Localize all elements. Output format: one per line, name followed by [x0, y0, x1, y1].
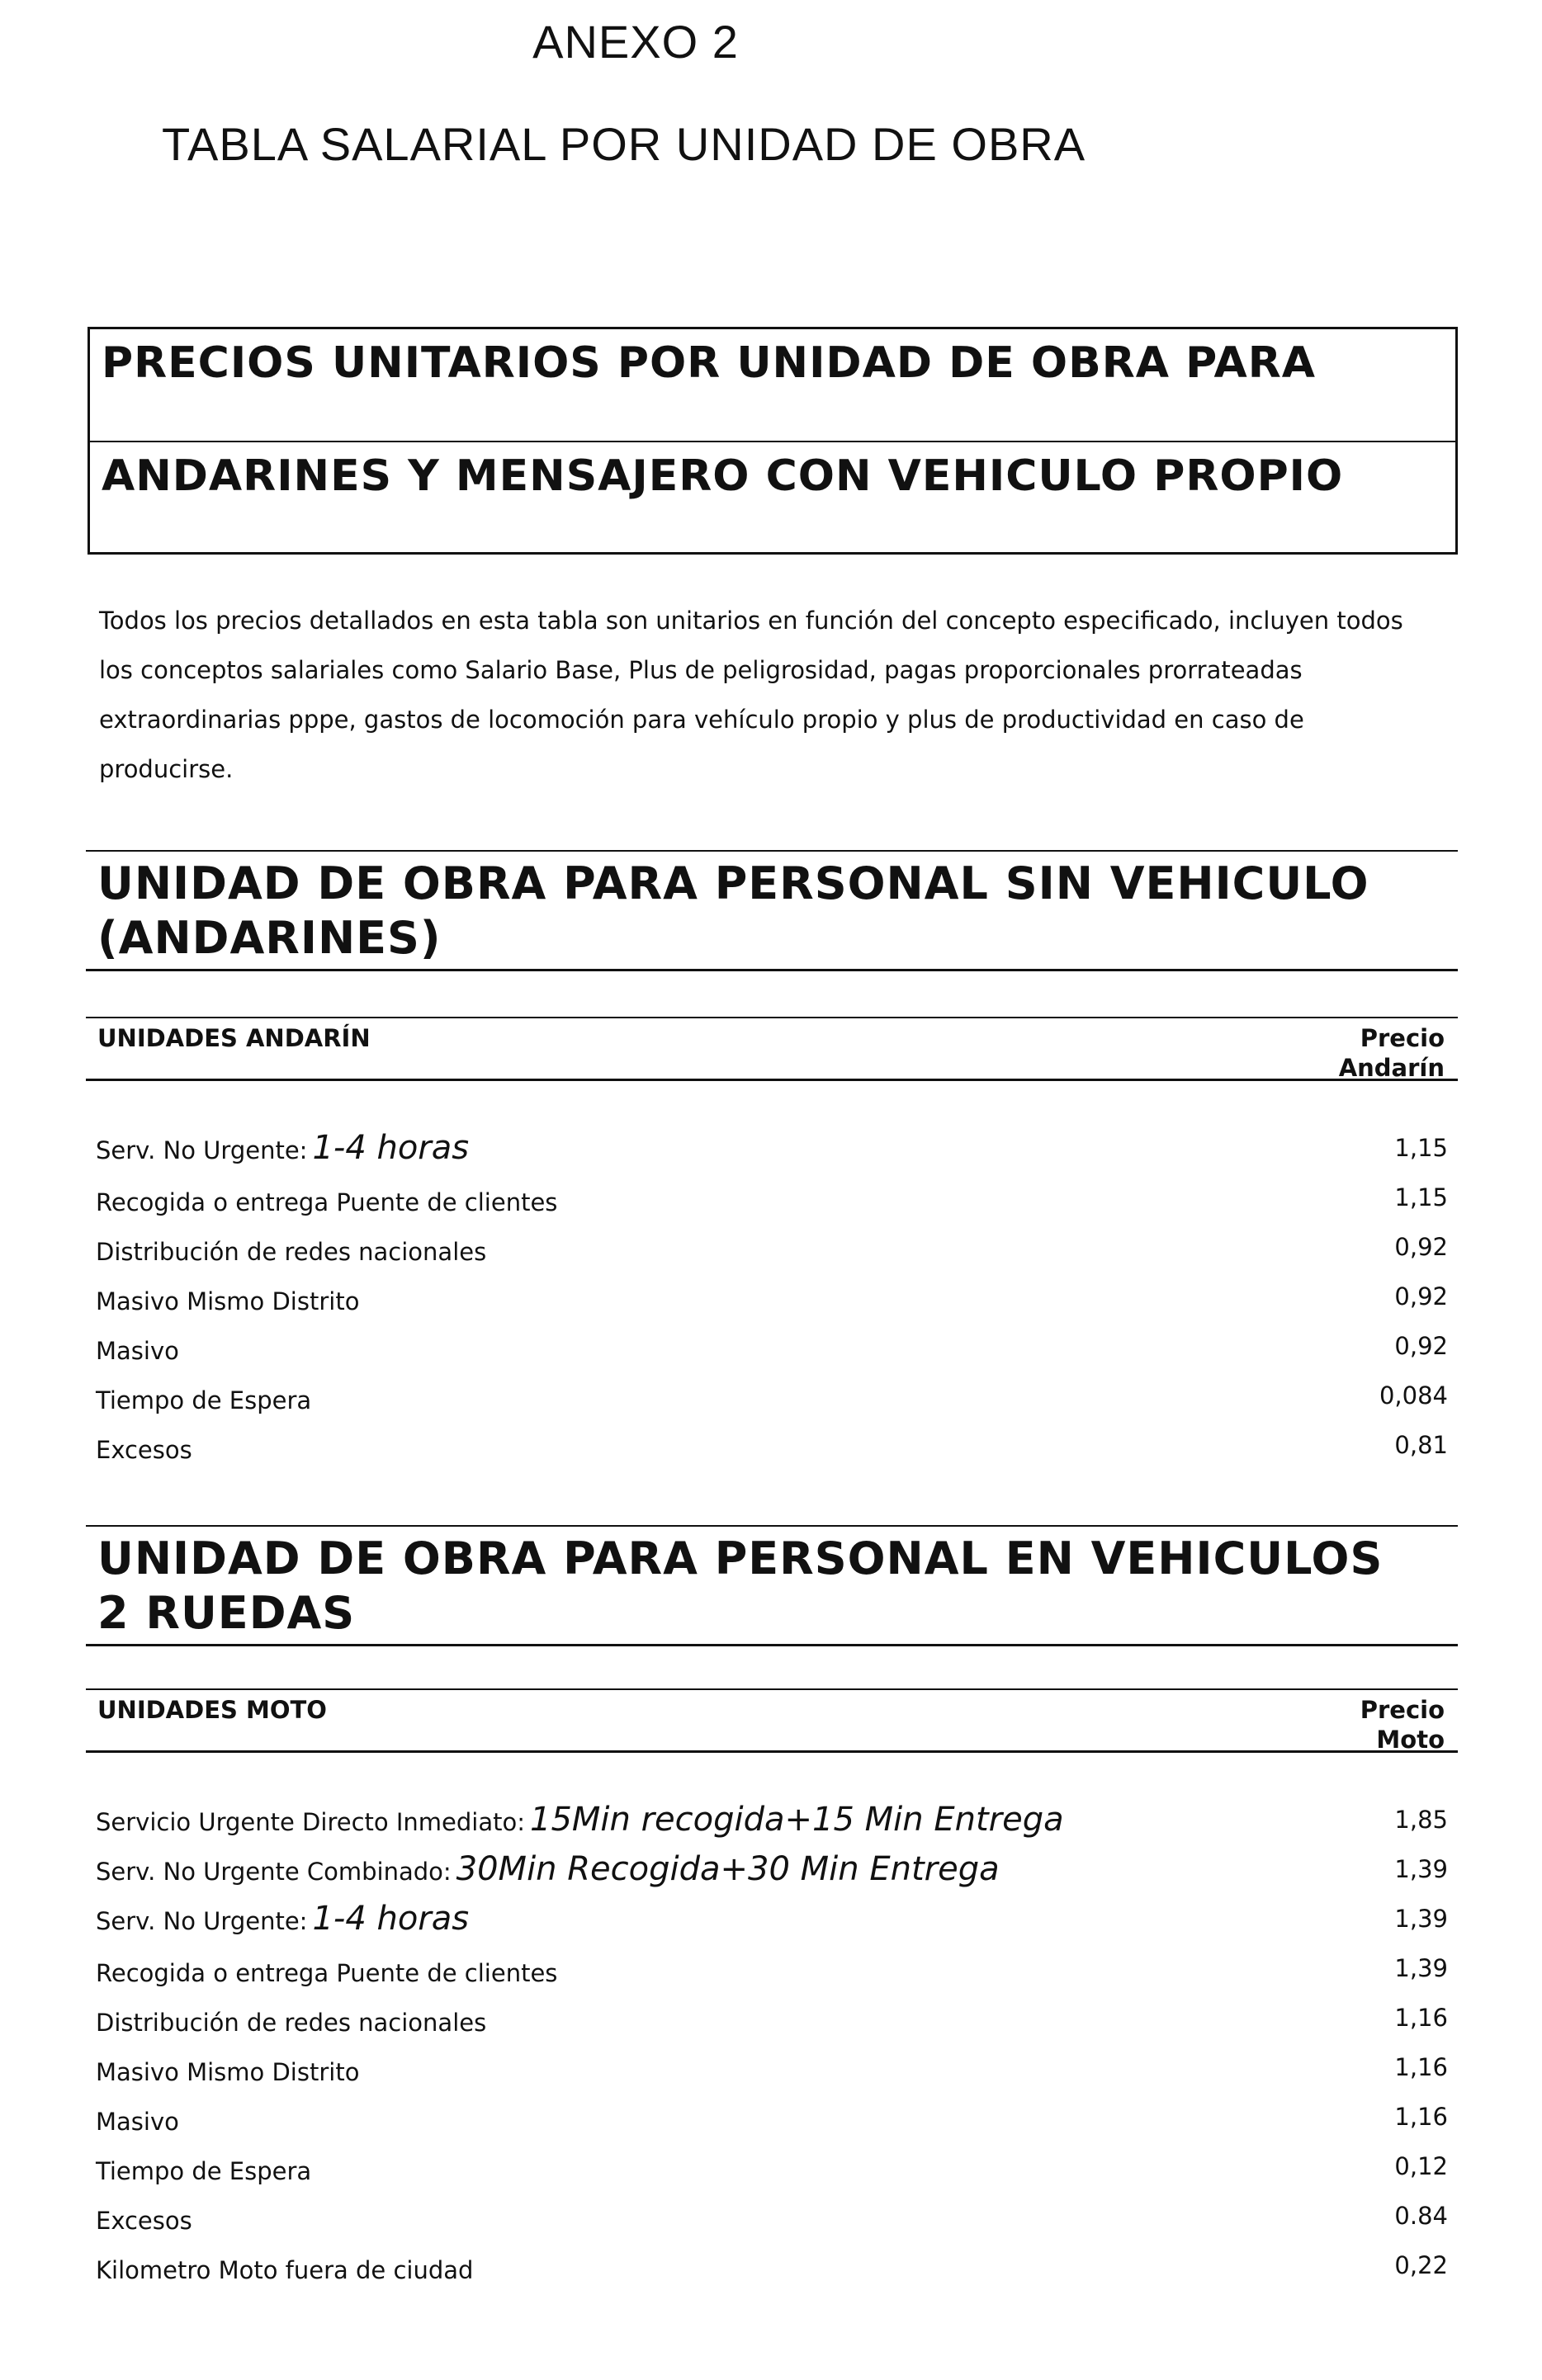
section-heading-two-wheels: UNIDAD DE OBRA PARA PERSONAL EN VEHICULOS 2 RUEDAS: [86, 1525, 1458, 1646]
row-price: 0,92: [1394, 1282, 1448, 1310]
table-row: [86, 1173, 1448, 1223]
row-label: Kilometro Moto fuera de ciudad: [96, 2256, 474, 2284]
box-line-1: PRECIOS UNITARIOS POR UNIDAD DE OBRA PARA: [90, 329, 1455, 442]
row-label: Masivo Mismo Distrito: [96, 1287, 360, 1315]
table-row: [86, 2192, 1448, 2241]
row-label: Recogida o entrega Puente de clientes: [96, 1188, 558, 1216]
row-price: 1,39: [1394, 1954, 1448, 1982]
row-label: Distribución de redes nacionales: [96, 2009, 487, 2037]
row-label: Serv. No Urgente Combinado: 30Min Recogida+30 Min Entrega: [96, 1850, 1000, 1888]
table-row: [86, 1124, 1448, 1173]
table-row: [86, 1421, 1448, 1471]
moto-rows: [86, 1796, 1448, 2291]
table-row: [86, 1994, 1448, 2043]
row-price: 0,92: [1394, 1233, 1448, 1261]
row-price: 1,39: [1394, 1855, 1448, 1883]
row-label: Serv. No Urgente: 1-4 horas: [96, 1900, 470, 1938]
row-label: Serv. No Urgente: 1-4 horas: [96, 1129, 470, 1167]
column-header-units: UNIDADES ANDARÍN: [97, 1024, 371, 1052]
row-label: Distribución de redes nacionales: [96, 1238, 487, 1266]
row-label: Masivo: [96, 1337, 179, 1365]
row-time-window: 15Min recogida+15 Min Entrega: [530, 1801, 1064, 1839]
row-time-window: 1-4 horas: [312, 1900, 470, 1938]
table-row: [86, 1273, 1448, 1322]
table-row: [86, 2142, 1448, 2192]
table-row: [86, 1944, 1448, 1994]
row-time-window: 30Min Recogida+30 Min Entrega: [456, 1850, 1000, 1888]
table-row: [86, 1796, 1448, 1845]
column-header-units: UNIDADES MOTO: [97, 1696, 327, 1724]
row-price: 0,92: [1394, 1332, 1448, 1360]
table-header-moto: [86, 1688, 1458, 1753]
row-price: 0,22: [1394, 2251, 1448, 2279]
row-label: Tiempo de Espera: [96, 2157, 312, 2185]
row-price: 0,81: [1394, 1431, 1448, 1459]
annex-title: ANEXO 2: [532, 16, 739, 68]
row-price: 0.84: [1394, 2202, 1448, 2230]
section-heading-andarines: UNIDAD DE OBRA PARA PERSONAL SIN VEHICULO (ANDARINES): [86, 850, 1458, 971]
column-header-price: Precio Moto: [1360, 1696, 1445, 1754]
table-row: [86, 1372, 1448, 1421]
unit-prices-box: [88, 327, 1458, 555]
table-row: [86, 1895, 1448, 1944]
row-label: Excesos: [96, 2207, 192, 2235]
row-price: 1,16: [1394, 2004, 1448, 2032]
table-row: [86, 2043, 1448, 2093]
column-header-price: Precio Andarín: [1338, 1024, 1445, 1082]
table-row: [86, 2241, 1448, 2291]
row-label: Servicio Urgente Directo Inmediato: 15Min recogida+15 Min Entrega: [96, 1801, 1064, 1839]
row-price: 1,15: [1394, 1183, 1448, 1211]
row-price: 0,12: [1394, 2152, 1448, 2180]
table-row: [86, 2093, 1448, 2142]
table-row: [86, 1223, 1448, 1273]
andarin-rows: [86, 1124, 1448, 1471]
table-row: [86, 1845, 1448, 1895]
intro-paragraph: Todos los precios detallados en esta tabla son unitarios en función del concepto especificado, incluyen todos los conceptos salariales como Salario Base, Plus de peligrosidad, pagas proporcionales prorrateadas extraordinarias pppe, gastos de locomoción para vehículo propio y plus de productividad en caso de producirse.: [99, 607, 1403, 783]
row-price: 0,084: [1379, 1381, 1448, 1410]
row-price: 1,85: [1394, 1806, 1448, 1834]
row-label: Masivo Mismo Distrito: [96, 2058, 360, 2086]
page-title: TABLA SALARIAL POR UNIDAD DE OBRA: [162, 118, 1086, 170]
row-time-window: 1-4 horas: [312, 1129, 470, 1167]
row-label: Recogida o entrega Puente de clientes: [96, 1959, 558, 1987]
table-row: [86, 1322, 1448, 1372]
row-price: 1,39: [1394, 1905, 1448, 1933]
row-price: 1,16: [1394, 2103, 1448, 2131]
box-line-2: ANDARINES Y MENSAJERO CON VEHICULO PROPIO: [102, 451, 1344, 501]
row-price: 1,15: [1394, 1134, 1448, 1162]
row-price: 1,16: [1394, 2053, 1448, 2081]
table-header-andarin: [86, 1017, 1458, 1081]
row-label: Masivo: [96, 2108, 179, 2136]
row-label: Tiempo de Espera: [96, 1386, 312, 1414]
row-label: Excesos: [96, 1436, 192, 1464]
